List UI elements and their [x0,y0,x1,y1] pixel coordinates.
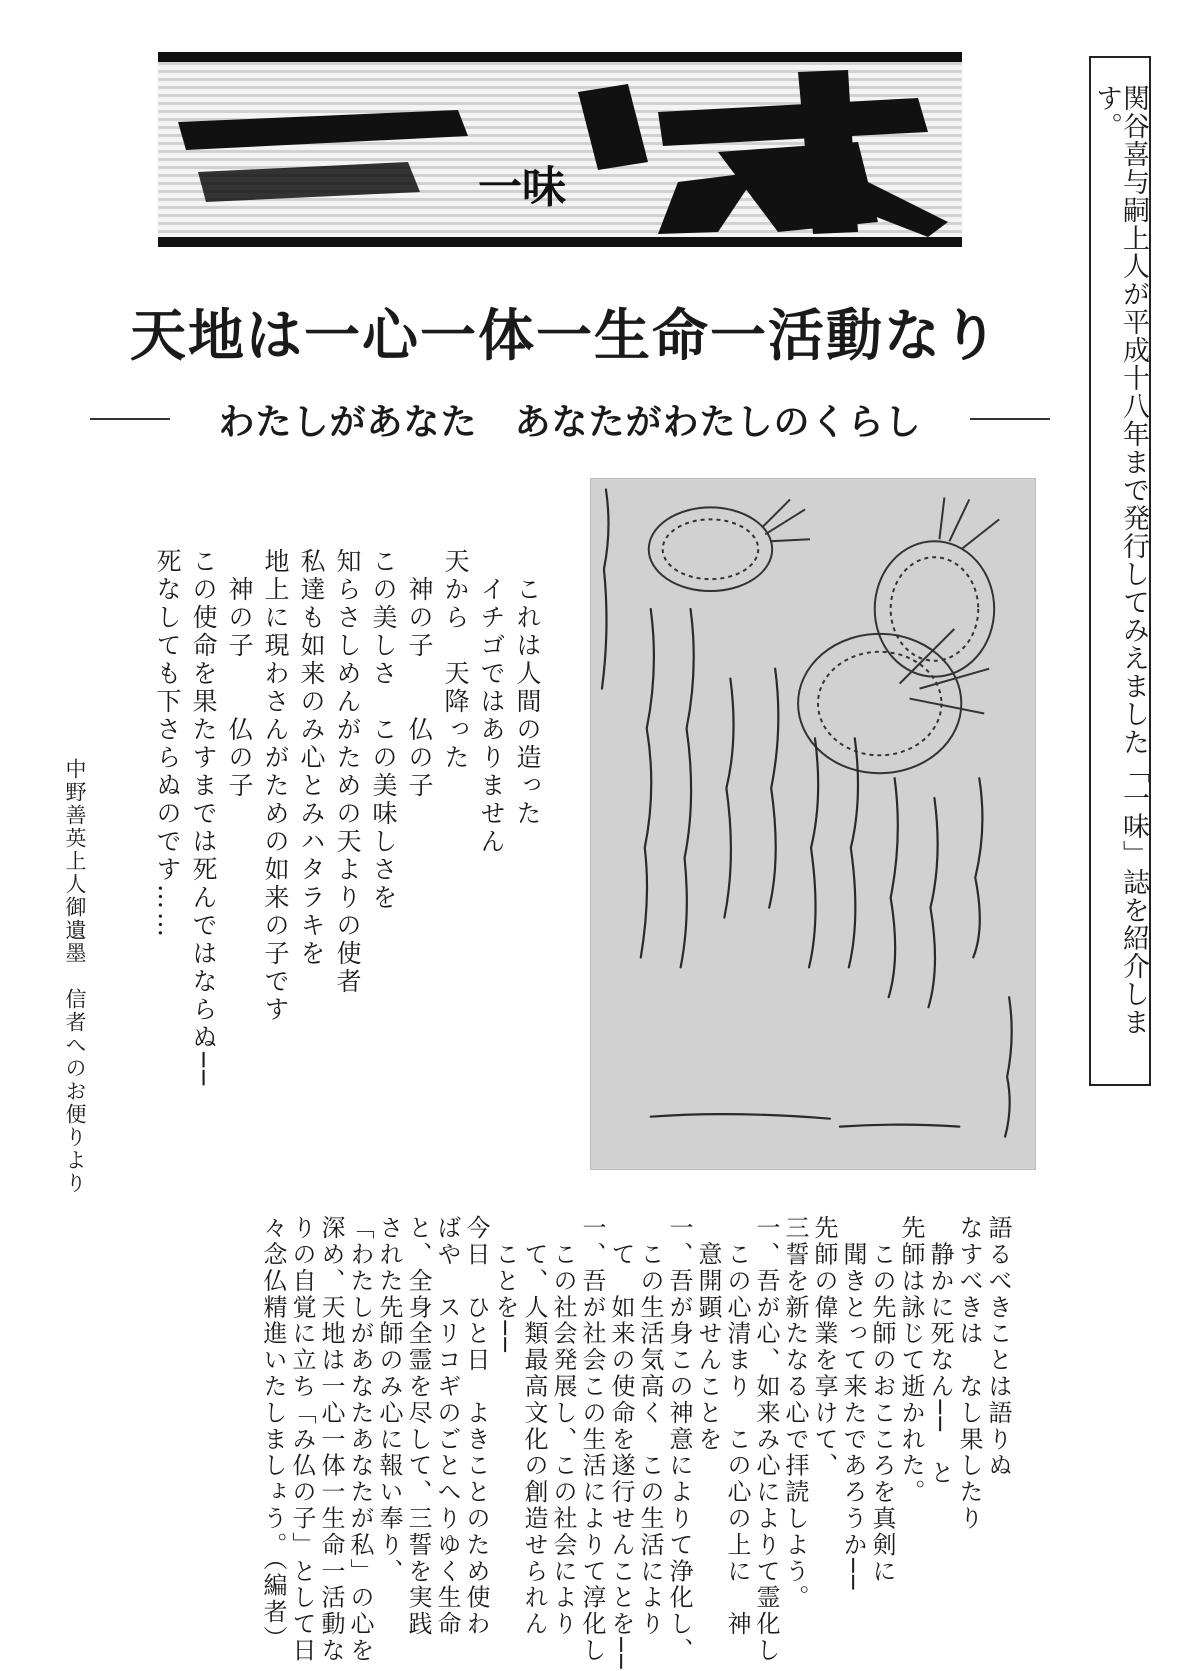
subtitle-row [90,394,1050,444]
poem-line: 神の子 仏の子 [225,548,254,800]
body-line: 意開顕せんことを [694,1215,722,1453]
body-line: 一、吾が心、如来み心によりて霊化し [752,1215,780,1664]
logo-small-text: 一味 [478,162,566,213]
body-line: 先師は詠じて逝かれた。 [897,1215,925,1506]
body-line: なすべきは なし果したり [955,1215,983,1532]
side-note-box [1089,56,1151,1086]
body-line: 聞きとって来たであろうか── [839,1215,867,1592]
poem-line: 私達も如来のみ心とみハタラキを [297,548,326,968]
body-line: 一、吾が社会この生活によりて淳化し [578,1215,606,1664]
poem-line: 地上に現わさんがための如来の子です [261,548,290,1024]
body-line: された先師のみ心に報い奉り、 [375,1215,403,1585]
body-line: て、人類最高文化の創造せられん [520,1215,548,1638]
body-line: 一、吾が身この神意によりて浄化し、 [665,1215,693,1664]
poem-line: これは人間の造った [513,548,542,828]
body-line: この社会発展し、この社会により [549,1215,577,1638]
body-line: この心清まり この心の上に 神 [723,1215,751,1638]
body-line: この先師のおこころを真剣に [868,1215,896,1585]
poem-block [118,548,540,1088]
body-line: りの自覚に立ち「み仏の子」として日 [288,1215,316,1664]
poem-line: この美しさ この美味しさを [369,548,398,912]
body-line: 「わたしがあなたあなたが私」の心を [346,1215,374,1664]
attribution: 中野善英上人御遺墨 信者へのお便りより [63,758,87,1195]
ichimi-logo [158,52,962,247]
body-line: この生活気高く この生活により [636,1215,664,1638]
poem-line: 天から 天降った [441,548,470,772]
poem-line: 死なしても下さらぬのです…… [153,548,182,940]
poem-line: 神の子 仏の子 [405,548,434,800]
subtitle-dash-right [970,418,1050,420]
poem-line: 知らさしめんがための天よりの使者 [333,548,362,996]
body-line: 静かに死なん── と [926,1215,954,1487]
body-line: ことを── [491,1215,519,1355]
body-text [60,1215,1012,1671]
handwritten-letter-image [590,478,1036,1170]
page-subtitle: わたしがあなた あなたがわたしのくらし [218,401,922,443]
body-line: 々念仏精進いたしましょう。（編者） [259,1215,287,1652]
body-line: て 如来の使命を遂行せんことを── [607,1215,635,1671]
body-line: と、全身全霊を尽して、三誓を実践 [404,1215,432,1638]
body-line: ばや スリコギのごとへりゆく生命 [433,1215,461,1638]
body-line: 今日 ひと日 よきことのため使わ [462,1215,490,1638]
body-line: 深め、天地は一心一体一生命一活動な [317,1215,345,1664]
body-line: 語るべきことは語りぬ [984,1215,1012,1479]
body-line: 先師の偉業を享けて、 [810,1215,838,1479]
poem-line: イチゴではありません [477,548,506,856]
side-note-text: 関谷喜与嗣上人が平成十八年まで発行してみえました「一味」誌を紹介します。 [1091,84,1149,1036]
subtitle-dash-left [90,418,170,420]
poem-line: この使命を果たすまでは死んではならぬ── [189,548,218,1089]
body-line: 三誓を新たなる心で拝読しよう。 [781,1215,809,1611]
page-title: 天地は一心一体一生命一活動なり [130,304,1000,369]
